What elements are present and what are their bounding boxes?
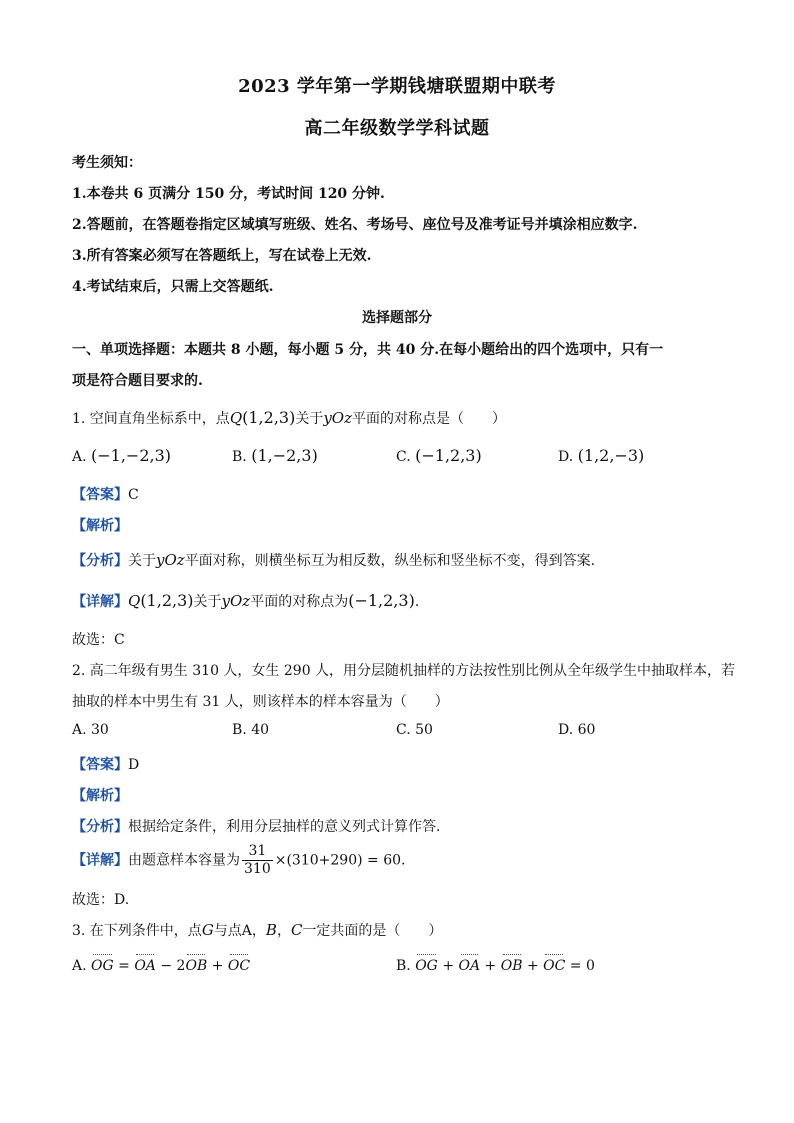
q3-prefix: 3. 在下列条件中，点 — [72, 923, 202, 939]
answer-tag: 【答案】 — [72, 487, 128, 503]
q2-answer — [72, 754, 139, 774]
conclusion-prefix: 故选： — [72, 892, 114, 908]
q2-detail-expr: ×(310+290) = 60 — [274, 852, 402, 869]
q2-conclusion-value: D. — [114, 892, 130, 908]
q3-point-a: A — [241, 923, 252, 939]
q3-option-a-vec3: OB — [185, 958, 208, 974]
section-instruction-line2: 项是符合题目要求的. — [72, 373, 203, 389]
q1-option-c-label: C. — [396, 449, 411, 465]
q3-option-b-vec2: OA — [458, 958, 481, 974]
notice-heading: 考生须知： — [72, 155, 142, 171]
q3-option-b-eq: = 0 — [565, 958, 595, 974]
q1-option-a — [72, 446, 171, 465]
q3-suffix: 一定共面的是（ ） — [302, 923, 443, 939]
q1-mid: 关于 — [295, 411, 324, 427]
q3-option-b-op1: + — [437, 958, 459, 974]
q1-option-b — [232, 446, 318, 465]
q3-option-a-vec1: OG — [91, 958, 114, 974]
q2-analysis — [72, 785, 128, 805]
q2-option-b-label: B. — [232, 722, 247, 738]
q1-detail-point: Q — [128, 592, 141, 610]
q3-option-a-op3: + — [207, 958, 228, 974]
q1-option-d-label: D. — [558, 449, 574, 465]
q1-conclusion — [72, 629, 125, 649]
q2-option-b — [232, 722, 269, 738]
q2-option-a — [72, 722, 109, 738]
q2-thinking — [72, 816, 440, 836]
q2-option-c — [396, 722, 433, 738]
q1-coords: (1,2,3) — [242, 408, 296, 427]
q3-option-b-label: B. — [396, 958, 411, 974]
analysis-tag: 【解析】 — [72, 788, 128, 804]
q1-conclusion-value: C — [114, 632, 125, 648]
q2-option-d — [558, 722, 595, 738]
q1-point: Q — [229, 409, 243, 427]
q2-fraction-numerator: 31 — [242, 843, 273, 861]
q3-option-b-vec1: OG — [415, 958, 438, 974]
notice-item-3: 3.所有答案必须写在答题纸上，写在试卷上无效. — [72, 248, 372, 264]
q1-thinking-plane: yOz — [156, 551, 185, 569]
q3-point-c: C — [290, 921, 303, 939]
q1-option-b-value: (1,−2,3) — [251, 446, 318, 465]
q1-detail-end: . — [414, 594, 420, 610]
exam-subtitle: 高二年级数学学科试题 — [304, 118, 490, 139]
notice-item-2: 2.答题前，在答题卷指定区域填写班级、姓名、考场号、座位号及准考证号并填涂相应数字. — [72, 217, 638, 233]
q2-option-b-value: 40 — [251, 722, 270, 738]
q1-thinking-post: 平面对称，则横坐标互为相反数，纵坐标和竖坐标不变，得到答案. — [184, 553, 596, 569]
q3-option-b-op2: + — [480, 958, 501, 974]
q2-detail — [72, 843, 405, 878]
q1-detail-coords: (1,2,3) — [140, 591, 194, 610]
q1-option-a-label: A. — [72, 449, 87, 465]
q3-option-a-vec4: OC — [227, 958, 251, 974]
conclusion-prefix: 故选： — [72, 632, 114, 648]
q2-option-c-value: 50 — [415, 722, 433, 738]
q2-option-d-value: 60 — [577, 722, 596, 738]
q1-detail — [72, 591, 419, 611]
q2-stem-line1: 2. 高二年级有男生 310 人，女生 290 人，用分层随机抽样的方法按性别比例从全年级学生中抽取样本，若 — [72, 663, 736, 679]
q1-thinking-pre: 关于 — [128, 553, 156, 569]
q3-option-b-vec3: OB — [500, 958, 523, 974]
detail-tag: 【详解】 — [72, 852, 128, 869]
q1-detail-mid: 关于 — [193, 594, 222, 610]
q1-stem — [72, 408, 506, 428]
q1-answer — [72, 484, 139, 504]
q2-thinking-text: 根据给定条件，利用分层抽样的意义列式计算作答. — [128, 819, 441, 835]
notice-item-1: 1.本卷共 6 页满分 150 分，考试时间 120 分钟. — [72, 186, 385, 202]
section-title: 选择题部分 — [362, 310, 432, 326]
q2-detail-pre: 由题意样本容量为 — [128, 852, 240, 869]
q2-option-d-label: D. — [558, 722, 574, 738]
q3-point-g: G — [201, 921, 214, 939]
q3-point-b: B — [265, 921, 277, 939]
q2-conclusion — [72, 889, 129, 909]
q2-detail-end: . — [401, 852, 406, 869]
q3-sep1: ， — [251, 923, 266, 939]
thinking-tag: 【分析】 — [72, 553, 128, 569]
answer-tag: 【答案】 — [72, 757, 128, 773]
detail-tag: 【详解】 — [72, 594, 128, 610]
q1-option-b-label: B. — [232, 449, 247, 465]
exam-title: 2023 学年第一学期钱塘联盟期中联考 — [238, 76, 556, 97]
q1-prefix: 1. 空间直角坐标系中，点 — [72, 411, 230, 427]
q2-fraction — [242, 843, 273, 878]
q3-option-a-op1: = — [113, 958, 135, 974]
q1-option-c — [396, 446, 482, 465]
q3-option-b-op3: + — [522, 958, 544, 974]
q2-option-c-label: C. — [396, 722, 411, 738]
q1-analysis — [72, 515, 128, 535]
q3-option-a — [72, 958, 250, 974]
q3-sep2: ， — [276, 923, 291, 939]
q1-option-a-value: (−1,−2,3) — [91, 446, 172, 465]
q3-stem — [72, 920, 442, 940]
q1-thinking — [72, 550, 595, 570]
q1-answer-value: C — [128, 487, 139, 503]
section-instruction-line1: 一、单项选择题：本题共 8 小题，每小题 5 分，共 40 分.在每小题给出的四个选项中，只有一 — [72, 342, 664, 358]
q1-option-d-value: (1,2,−3) — [577, 446, 645, 465]
q3-option-a-label: A. — [72, 958, 87, 974]
q3-option-a-vec2: OA — [134, 958, 156, 974]
q1-suffix: 平面的对称点是（ ） — [352, 411, 507, 427]
q1-detail-result: (−1,2,3) — [348, 591, 415, 610]
q3-option-a-op2: − 2 — [155, 958, 186, 974]
q1-detail-mid2: 平面的对称点为 — [250, 594, 349, 610]
notice-item-4: 4.考试结束后，只需上交答题纸. — [72, 279, 274, 295]
q2-stem-line2: 抽取的样本中男生有 31 人，则该样本的样本容量为（ ） — [72, 694, 449, 710]
analysis-tag: 【解析】 — [72, 518, 128, 534]
q3-option-b — [396, 958, 595, 974]
q2-option-a-value: 30 — [91, 722, 109, 738]
q1-detail-plane: yOz — [221, 592, 251, 610]
thinking-tag: 【分析】 — [72, 819, 128, 835]
q1-option-d — [558, 446, 644, 465]
q2-option-a-label: A. — [72, 722, 87, 738]
q2-answer-value: D — [128, 757, 140, 773]
q3-option-b-vec4: OC — [543, 958, 566, 974]
q3-mid: 与点 — [213, 923, 242, 939]
q1-plane: yOz — [323, 409, 353, 427]
q2-fraction-denominator: 310 — [244, 861, 271, 877]
q1-option-c-value: (−1,2,3) — [415, 446, 482, 465]
